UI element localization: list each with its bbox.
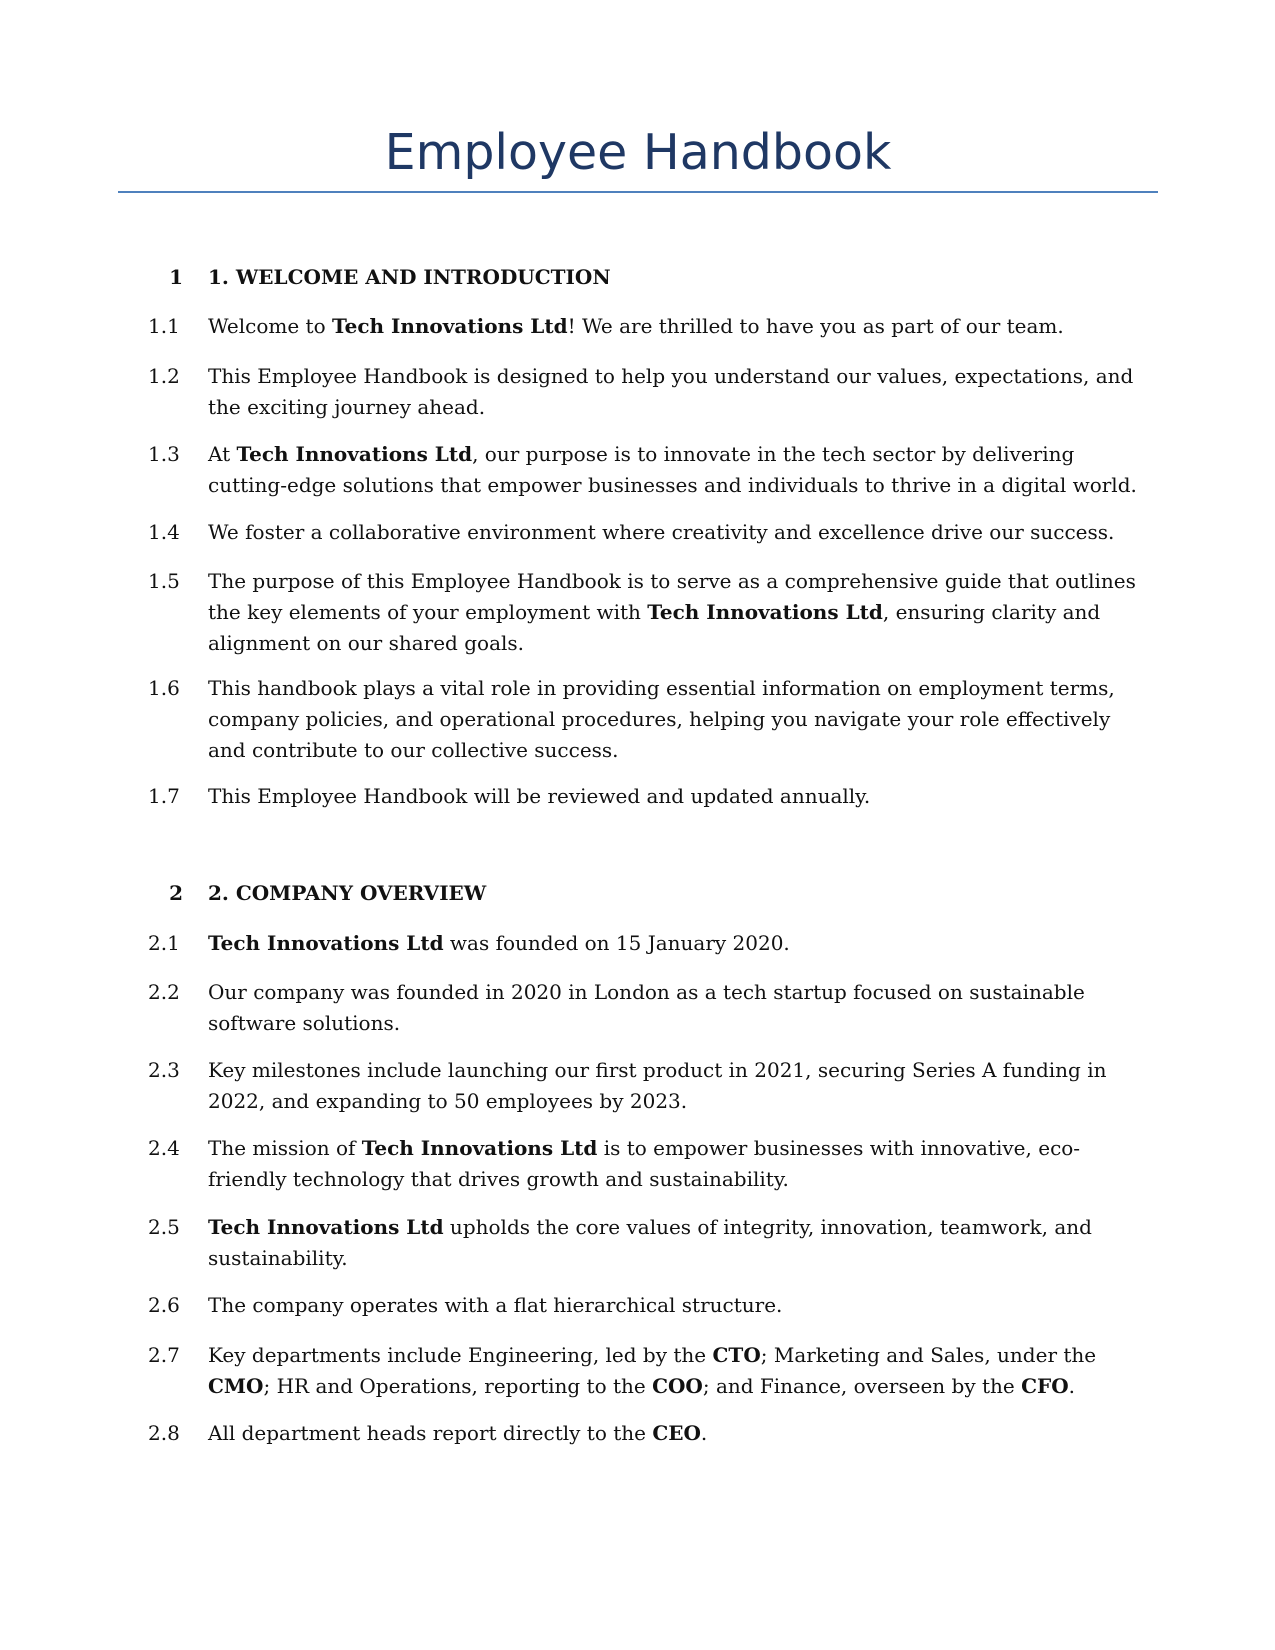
title-underline <box>118 191 1158 193</box>
clause-number: 2.1 <box>148 931 180 955</box>
bold-text-run: Tech Innovations Ltd <box>236 442 473 466</box>
text-run: is to empower businesses with innovative, eco-friendly technology that drives growth and sustainability. <box>208 1136 1081 1191</box>
clause-text <box>208 517 1138 548</box>
text-run: . <box>700 1421 708 1445</box>
clause-number: 1.5 <box>148 569 180 593</box>
document-title: Employee Handbook <box>384 124 892 181</box>
clause-text <box>208 1418 1138 1449</box>
text-run: This Employee Handbook is designed to help you understand our values, expectations, and the exciting journey ahead. <box>208 364 1134 419</box>
clause-text <box>208 781 1138 812</box>
text-run: Welcome to <box>208 314 332 338</box>
text-run: All department heads report directly to the <box>208 1421 653 1445</box>
section-number: 1 <box>169 265 183 289</box>
text-run: , our purpose is to innovate in the tech sector by delivering cutting-edge solutions that empower businesses and individuals to thrive in a digital world. <box>208 442 1137 497</box>
clause-number: 1.1 <box>148 314 180 338</box>
text-run: upholds the core values of integrity, innovation, teamwork, and sustainability. <box>208 1215 1092 1270</box>
clause-text <box>208 1290 1138 1321</box>
clause-text <box>208 1133 1138 1195</box>
bold-text-run: CTO <box>712 1343 761 1367</box>
clause-number: 1.2 <box>148 364 180 388</box>
text-run: ; HR and Operations, reporting to the <box>263 1374 653 1398</box>
text-run: , ensuring clarity and alignment on our shared goals. <box>208 600 1101 655</box>
clause-number: 1.3 <box>148 442 180 466</box>
clause-number: 1.4 <box>148 520 180 544</box>
bold-text-run: Tech Innovations Ltd <box>332 314 568 338</box>
clause-number: 2.2 <box>148 980 180 1004</box>
clause-number: 1.7 <box>148 784 180 808</box>
clause-number: 2.4 <box>148 1136 180 1160</box>
bold-text-run: COO <box>652 1374 703 1398</box>
clause-text <box>208 439 1138 501</box>
bold-text-run: Tech Innovations Ltd <box>361 1136 598 1160</box>
section-title: 1. WELCOME AND INTRODUCTION <box>208 265 611 289</box>
text-run: The mission of <box>208 1136 362 1160</box>
clause-text <box>208 673 1138 766</box>
text-run: Our company was founded in 2020 in London as a tech startup focused on sustainable software solutions. <box>208 980 1085 1035</box>
clause-text <box>208 1212 1138 1274</box>
clause-text <box>208 361 1138 423</box>
clause-text <box>208 1055 1138 1117</box>
text-run: This Employee Handbook will be reviewed and updated annually. <box>208 784 871 808</box>
clause-text <box>208 1340 1138 1402</box>
clause-text <box>208 311 1138 342</box>
text-run: At <box>208 442 237 466</box>
clause-number: 2.5 <box>148 1215 180 1239</box>
bold-text-run: CEO <box>652 1421 701 1445</box>
clause-number: 2.6 <box>148 1293 180 1317</box>
clause-text <box>208 977 1138 1039</box>
text-run: ; and Finance, overseen by the <box>702 1374 1022 1398</box>
text-run: was founded on 15 January 2020. <box>443 931 790 955</box>
section-title: 2. COMPANY OVERVIEW <box>208 881 487 905</box>
clause-number: 2.3 <box>148 1058 180 1082</box>
text-run: . <box>1068 1374 1076 1398</box>
text-run: We foster a collaborative environment where creativity and excellence drive our success. <box>208 520 1115 544</box>
text-run: ! We are thrilled to have you as part of our team. <box>567 314 1064 338</box>
text-run: This handbook plays a vital role in providing essential information on employment terms, company policies, and operational procedures, helping you navigate your role effectively and contribute to our collective success. <box>208 676 1115 762</box>
bold-text-run: Tech Innovations Ltd <box>647 600 883 624</box>
clause-number: 2.7 <box>148 1343 180 1367</box>
text-run: Key departments include Engineering, led by the <box>208 1343 713 1367</box>
text-run: The purpose of this Employee Handbook is to serve as a comprehensive guide that outlines the key elements of your employment with <box>208 569 1136 624</box>
bold-text-run: CFO <box>1021 1374 1069 1398</box>
text-run: Key milestones include launching our first product in 2021, securing Series A funding in 2022, and expanding to 50 employees by 2023. <box>208 1058 1107 1113</box>
section-number: 2 <box>169 881 183 905</box>
clause-number: 1.6 <box>148 676 180 700</box>
clause-text <box>208 928 1138 959</box>
bold-text-run: Tech Innovations Ltd <box>208 1215 444 1239</box>
bold-text-run: Tech Innovations Ltd <box>208 931 444 955</box>
clause-number: 2.8 <box>148 1421 180 1445</box>
clause-text <box>208 566 1138 659</box>
bold-text-run: CMO <box>208 1374 264 1398</box>
text-run: The company operates with a flat hierarchical structure. <box>208 1293 783 1317</box>
text-run: ; Marketing and Sales, under the <box>760 1343 1097 1367</box>
